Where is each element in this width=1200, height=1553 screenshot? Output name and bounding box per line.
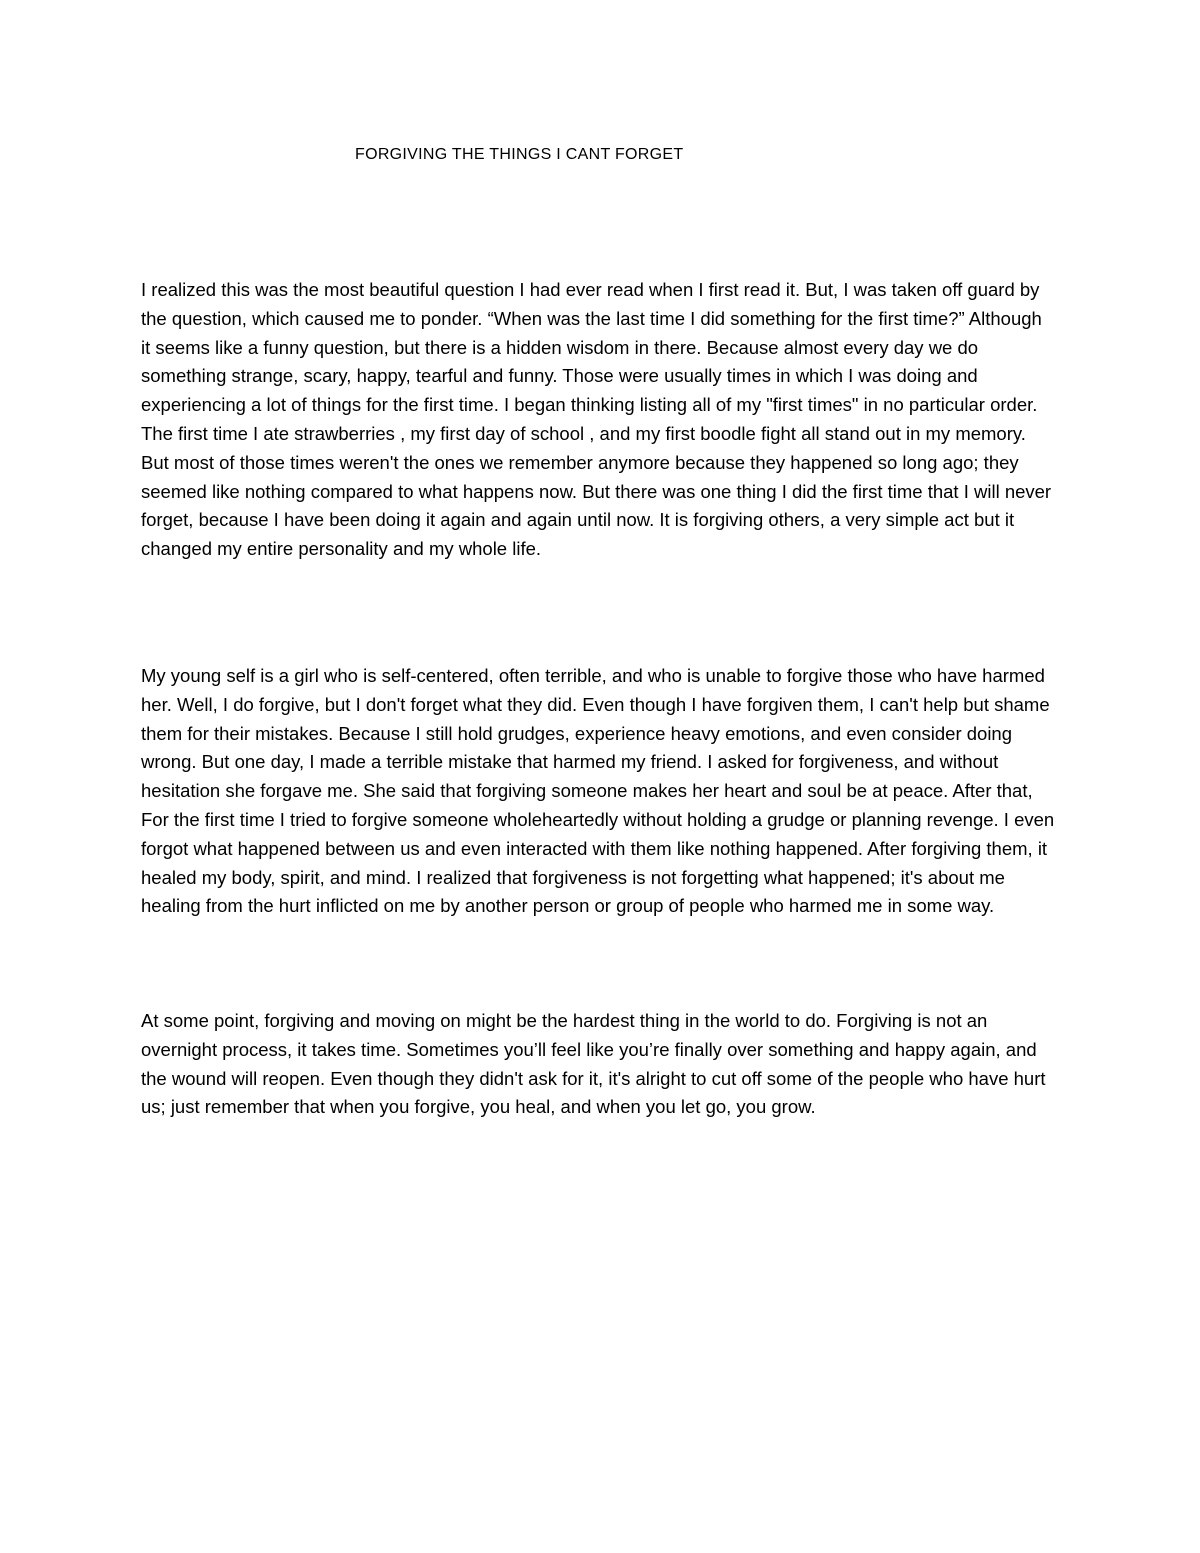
- document-title: FORGIVING THE THINGS I CANT FORGET: [355, 146, 684, 163]
- paragraph-moving-on: At some point, forgiving and moving on might be the hardest thing in the world to do. Forgiving is not an overnight process, it takes time. Sometimes you’ll feel like you’re finally over something and happy again, and the wound will reopen. Even though they didn't ask for it, it's alright to cut off some of the people who have hurt us; just remember that when you forgive, you heal, and when you let go, you grow.: [141, 1010, 1046, 1118]
- paragraph-young-self: My young self is a girl who is self-centered, often terrible, and who is unable to forgive those who have harmed her. Well, I do forgive, but I don't forget what they did. Even though I have forgiven them, I can't help but shame them for their mistakes. Because I still hold grudges, experience heavy emotions, and even consider doing wrong. But one day, I made a terrible mistake that harmed my friend. I asked for forgiveness, and without hesitation she forgave me. She said that forgiving someone makes her heart and soul be at peace. After that, For the first time I tried to forgive someone wholeheartedly without holding a grudge or planning revenge. I even forgot what happened between us and even interacted with them like nothing happened. After forgiving them, it healed my body, spirit, and mind. I realized that forgiveness is not forgetting what happened; it's about me healing from the hurt inflicted on me by another person or group of people who harmed me in some way.: [141, 665, 1055, 917]
- paragraph-first-times: I realized this was the most beautiful question I had ever read when I first read it. But, I was taken off guard by the question, which caused me to ponder. “When was the last time I did something for the first time?” Although it seems like a funny question, but there is a hidden wisdom in there. Because almost every day we do something strange, scary, happy, tearful and funny. Those were usually times in which I was doing and experiencing a lot of things for the first time. I began thinking listing all of my "first times" in no particular order. The first time I ate strawberries , my first day of school , and my first boodle fight all stand out in my memory. But most of those times weren't the ones we remember anymore because they happened so long ago; they seemed like nothing compared to what happens now. But there was one thing I did the first time that I will never forget, because I have been doing it again and again until now. It is forgiving others, a very simple act but it changed my entire personality and my whole life.: [141, 279, 1052, 560]
